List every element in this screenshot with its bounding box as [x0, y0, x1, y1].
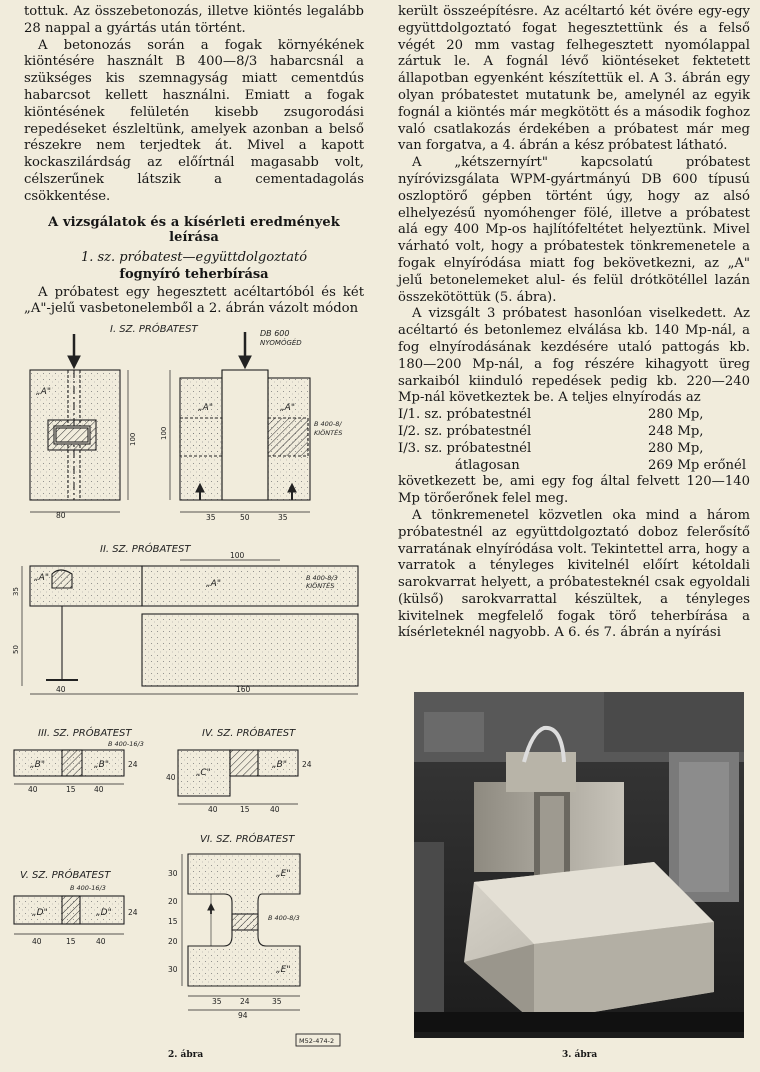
label-specimen-2: II. SZ. PRÓBATEST [100, 544, 191, 555]
label-specimen-4: IV. SZ. PRÓBATEST [202, 728, 296, 739]
result-label: I/1. sz. próbatestnél [398, 407, 532, 423]
label-e: „E" [276, 869, 291, 879]
dim-40: 40 [166, 773, 176, 782]
average-value: 269 Mp erőnél [648, 457, 747, 473]
results-list [398, 407, 750, 474]
result-average-row [398, 458, 750, 475]
label-a: „A" [34, 573, 49, 583]
result-value: 280 Mp, [648, 440, 704, 456]
dim-15: 15 [168, 917, 178, 926]
figure-stamp: M52-474-2 [299, 1037, 335, 1045]
label-a: „A" [280, 403, 295, 413]
dim-100: 100 [160, 426, 168, 440]
dim-50: 50 [240, 513, 250, 522]
label-specimen-5: V. SZ. PRÓBATEST [20, 870, 111, 881]
dim-24: 24 [302, 760, 312, 769]
result-label: I/2. sz. próbatestnél [398, 423, 532, 439]
result-label: I/3. sz. próbatestnél [398, 440, 532, 456]
dim-40: 40 [32, 937, 42, 946]
label-specimen-3: III. SZ. PRÓBATEST [38, 728, 132, 739]
paragraph: A betonozás során a fogak környékének kiöntésére használt B 400—8/3 habarcsnál a szükséges kis szemnagyság miatt cementdús habarcsot kellett használni. Emiatt a fogak kiöntésének felületén kisebb zsugorodási repedéseket észleltünk, amelyek azonban a belső részekre nem terjedtek át. Mivel a kapott kockaszilárdság az előírtnál magasabb volt, célszerűnek látszik a cementadagolás csökkentése. [24, 37, 364, 204]
subsection-heading: 1. sz. próbatest—együttdolgoztató [80, 249, 308, 265]
dim-94: 94 [238, 1011, 248, 1020]
figure-2-caption: 2. ábra [168, 1050, 204, 1060]
paragraph: következett be, ami egy fog által felvett 120—140 Mp törőerőnek felel meg. [398, 474, 750, 507]
paragraph: A „kétszernyírt" kapcsolatú próbatest nyíróvizsgálata WPM-gyártmányú DB 600 típusú oszloptörő gépben történt úgy, hogy az alsó elhelyezésű nyomóhenger fölé, illetve a próbatest alá egy 400 Mp-os hajlítófeltétet helyeztünk. Mivel várható volt, hogy a próbatestek tönkremenetele a fogak elnyíródása miatt fog bekövetkezni, az „A" jelű betonelemeket alul- és felül drótkötéllel lazán összekötöttük (5. ábra). [398, 155, 750, 305]
dim-35: 35 [212, 997, 222, 1006]
dim-15: 15 [66, 937, 76, 946]
result-row [398, 407, 750, 424]
dim-100: 100 [129, 432, 137, 446]
label-b: „B" [272, 760, 287, 770]
paragraph: került összeépítésre. Az acéltartó két övére egy-egy együttdolgoztató fogat hegesztettünk és a felső végét 20 mm vastag felhegesztett nyomólappal zártuk le. A fognál lévő kiöntéseket fektetett állapotban egyenként készítettük el. A 3. ábrán egy olyan próbatestet mutatunk be, amelynél az egyik fognál a kiöntés már megkötött és a második foghoz való csatlakozás érdekében a próbatest már meg van forgatva, a 4. ábrán a kész próbatest látható. [398, 4, 750, 154]
paragraph: A vizsgált 3 próbatest hasonlóan viselkedett. Az acéltartó és betonlemez elválása kb. 140 Mp-nál, a fog elnyírodásának kezdésére utaló pattogás kb. 180—200 Mp-nál, a fog részére kihagyott üreg sarkaiból kiinduló repedések pedig kb. 220—240 Mp-nál következtek be. A teljes elnyírodás az [398, 306, 750, 406]
dim-50: 50 [12, 645, 20, 654]
paragraph: A tönkremenetel közvetlen oka mind a három próbatestnél az együttdolgoztató doboz felerősítő varratának elnyíródása volt. Tekintettel arra, hogy a varratok a tényleges kivitelnél előírt kétoldali sarokvarrat helyett, a próbatesteknél csak egyoldali (külső) sarokvarrattal készültek, a tényleges kivitelnek megfelelő fogak törő teherbírása a kísérleteknél nagyobb. A 6. és 7. ábrán a nyírási [398, 507, 750, 641]
label-specimen-1: I. SZ. PRÓBATEST [110, 324, 198, 335]
label-db600: DB 600 [260, 329, 290, 338]
dim-100: 100 [230, 551, 245, 560]
label-c: „C" [196, 768, 211, 778]
figure-2-drawing [0, 318, 380, 1058]
dim-40: 40 [56, 685, 66, 694]
label-b400: B 400-8/ [314, 420, 342, 428]
dim-24: 24 [128, 760, 138, 769]
dim-40: 40 [96, 937, 106, 946]
dim-80: 80 [56, 511, 66, 520]
result-row [398, 441, 750, 458]
subsection-heading: fognyíró teherbírása [119, 266, 269, 282]
label-kiontes: KIÖNTÉS [306, 582, 335, 590]
section-heading: A vizsgálatok és a kísérleti eredmények leírása [48, 214, 340, 245]
result-value: 248 Mp, [648, 423, 704, 439]
left-column [24, 4, 364, 318]
result-row [398, 424, 750, 441]
dim-24: 24 [128, 908, 138, 917]
label-a: „A" [36, 387, 51, 397]
label-b400: B 400-8/3 [306, 574, 338, 582]
dim-30: 30 [168, 965, 178, 974]
dim-35: 35 [206, 513, 216, 522]
label-b400: B 400-16/3 [70, 884, 106, 892]
label-d: „D" [96, 908, 112, 918]
dim-20: 20 [168, 937, 178, 946]
paragraph: tottuk. Az összebetonozás, illetve kiöntés legalább 28 nappal a gyártás után történt. [24, 4, 364, 36]
label-e: „E" [276, 965, 291, 975]
label-kiontes: KIÖNTÉS [314, 429, 343, 437]
dim-35: 35 [272, 997, 282, 1006]
label-d: „D" [32, 908, 48, 918]
dim-20: 20 [168, 897, 178, 906]
right-column [398, 4, 750, 642]
result-value: 280 Mp, [648, 407, 704, 423]
paragraph: A próbatest egy hegesztett acéltartóból és két „A"-jelű vasbetonelemből a 2. ábrán vázolt módon [24, 284, 364, 317]
dim-40: 40 [28, 785, 38, 794]
dim-30: 30 [168, 869, 178, 878]
label-b400: B 400-16/3 [108, 740, 144, 748]
dim-15: 15 [240, 805, 250, 814]
label-a: „A" [206, 579, 221, 589]
dim-40: 40 [94, 785, 104, 794]
figure-3-photo [414, 692, 744, 1038]
figure-3-caption: 3. ábra [562, 1050, 598, 1060]
dim-35: 35 [12, 587, 20, 596]
dim-15: 15 [66, 785, 76, 794]
label-nyomoged: NYOMÓGÉD [260, 339, 302, 347]
dim-24: 24 [240, 997, 250, 1006]
label-a: „A" [198, 403, 213, 413]
dim-160: 160 [236, 685, 251, 694]
label-b: „B" [94, 760, 109, 770]
dim-40: 40 [208, 805, 218, 814]
dim-40: 40 [270, 805, 280, 814]
dim-35: 35 [278, 513, 288, 522]
label-specimen-6: VI. SZ. PRÓBATEST [200, 834, 295, 845]
label-b: „B" [30, 760, 45, 770]
photo-image [414, 692, 744, 1038]
average-label: átlagosan [455, 457, 520, 473]
label-b400: B 400-8/3 [268, 914, 300, 922]
